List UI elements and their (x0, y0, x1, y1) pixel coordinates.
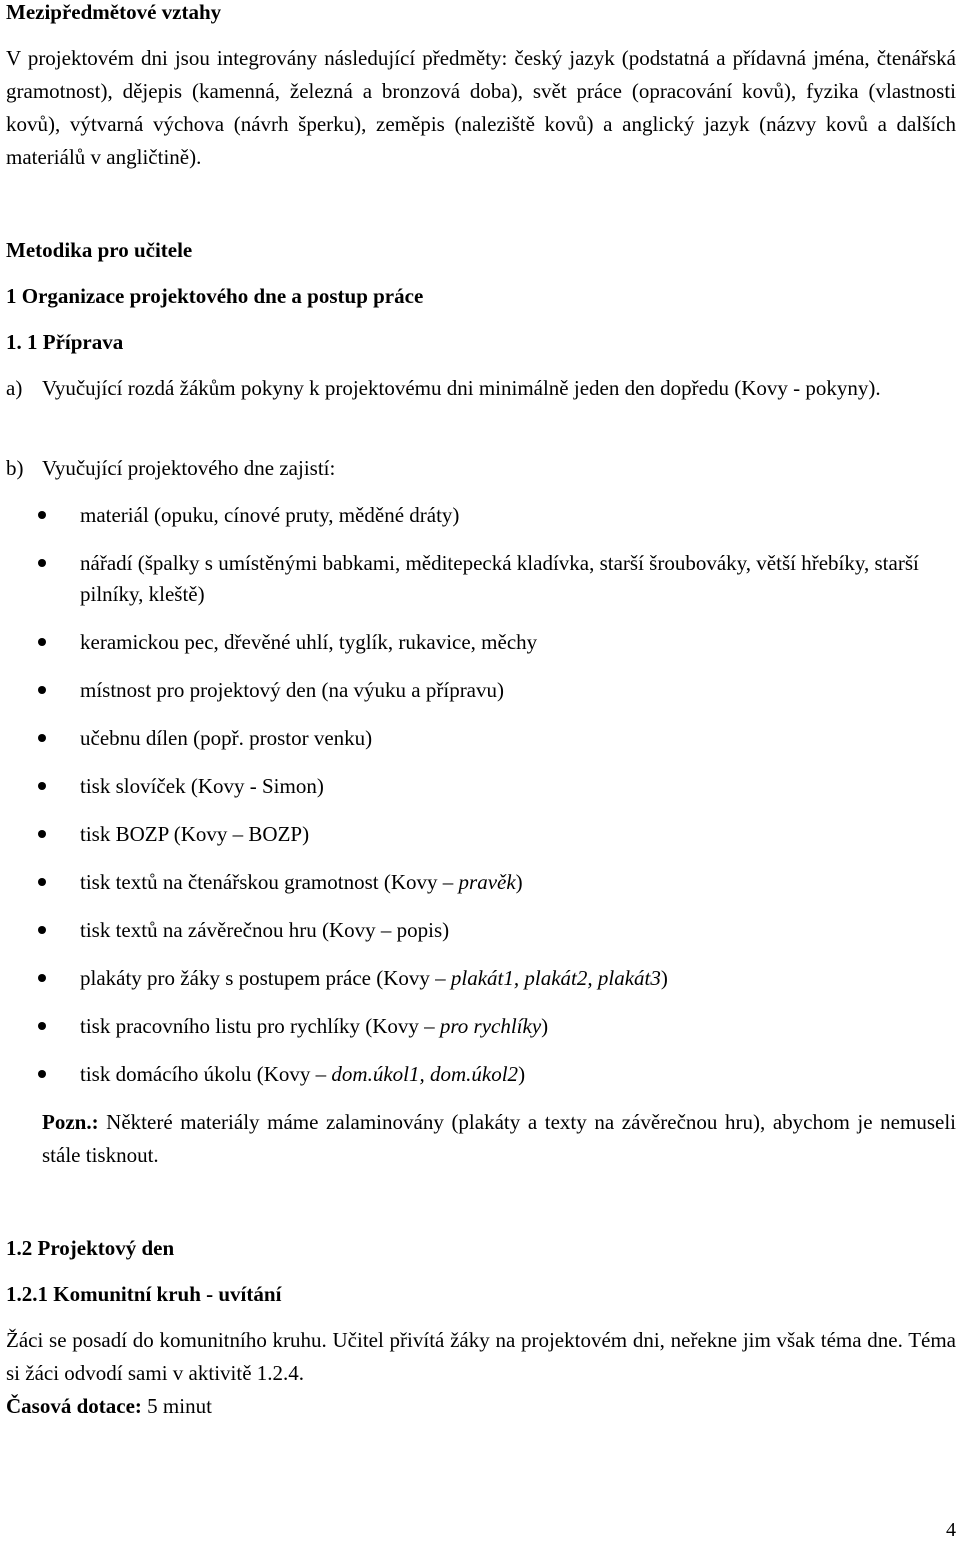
bullet-icon (38, 511, 46, 519)
bullet-icon (38, 926, 46, 934)
bullet-icon (38, 830, 46, 838)
bullet-icon (38, 734, 46, 742)
list-item: tisk domácího úkolu (Kovy – dom.úkol1, dom.úkol2) (0, 1059, 956, 1090)
list-item: plakáty pro žáky s postupem práce (Kovy – plakát1, plakát2, plakát3) (0, 963, 956, 994)
list-item: učebnu dílen (popř. prostor venku) (0, 723, 956, 754)
methodology-heading: Metodika pro učitele (6, 238, 193, 262)
community-circle-paragraph: Žáci se posadí do komunitního kruhu. Učitel přivítá žáky na projektovém dni, neřekne jim však téma dne. Téma si žáci odvodí sami v aktivitě 1.2.4. (6, 1328, 956, 1385)
note-label: Pozn.: (42, 1110, 99, 1134)
list-item: tisk BOZP (Kovy – BOZP) (0, 819, 956, 850)
list-item: keramickou pec, dřevěné uhlí, tyglík, rukavice, měchy (0, 627, 956, 658)
bullet-icon (38, 686, 46, 694)
time-allocation (6, 1390, 956, 1423)
supplies-list (0, 500, 956, 1090)
list-item: tisk textů na čtenářskou gramotnost (Kovy – pravěk) (0, 867, 956, 898)
bullet-icon (38, 782, 46, 790)
bullet-icon (38, 878, 46, 886)
item-a-text: Vyučující rozdá žákům pokyny k projektovému dni minimálně jeden den dopředu (Kovy - pokyny). (42, 376, 881, 400)
section-heading-interdisciplinary: Mezipředmětové vztahy (6, 0, 222, 24)
item-b (6, 452, 956, 485)
time-label: Časová dotace: (6, 1394, 142, 1418)
list-item: tisk pracovního listu pro rychlíky (Kovy – pro rychlíky) (0, 1011, 956, 1042)
time-value: 5 minut (141, 1394, 212, 1418)
list-item: tisk slovíček (Kovy - Simon) (0, 771, 956, 802)
section-1-2-1-heading: 1.2.1 Komunitní kruh - uvítání (6, 1282, 282, 1306)
item-b-marker: b) (6, 456, 24, 480)
note-paragraph (42, 1106, 956, 1172)
list-item: místnost pro projektový den (na výuku a přípravu) (0, 675, 956, 706)
interdisciplinary-paragraph: V projektovém dni jsou integrovány následující předměty: český jazyk (podstatná a přídavná jména, čtenářská gramotnost), dějepis (kamenná, železná a bronzová doba), svět práce (opracování kovů), fyzika (vlastnosti kovů), výtvarná výchova (návrh šperku), zeměpis (naleziště kovů) a anglický jazyk (názvy kovů a dalších materiálů v angličtině). (6, 46, 956, 169)
section-1-1-heading: 1. 1 Příprava (6, 330, 124, 354)
list-item: nářadí (špalky s umístěnými babkami, měditepecká kladívka, starší šroubováky, větší hřebíky, starší pilníky, kleště) (0, 548, 956, 610)
item-b-text: Vyučující projektového dne zajistí: (42, 456, 336, 480)
section-1-2-heading: 1.2 Projektový den (6, 1236, 175, 1260)
page-number: 4 (946, 1519, 956, 1541)
item-a-marker: a) (6, 376, 23, 400)
bullet-icon (38, 559, 46, 567)
bullet-icon (38, 1070, 46, 1078)
note-text: Některé materiály máme zalaminovány (plakáty a texty na závěrečnou hru), abychom je nemuseli stále tisknout. (42, 1110, 956, 1167)
list-item: tisk textů na závěrečnou hru (Kovy – popis) (0, 915, 956, 946)
bullet-icon (38, 638, 46, 646)
bullet-icon (38, 974, 46, 982)
list-item: materiál (opuku, cínové pruty, měděné dráty) (0, 500, 956, 531)
bullet-icon (38, 1022, 46, 1030)
item-a (6, 372, 956, 405)
section-1-heading: 1 Organizace projektového dne a postup práce (6, 284, 424, 308)
